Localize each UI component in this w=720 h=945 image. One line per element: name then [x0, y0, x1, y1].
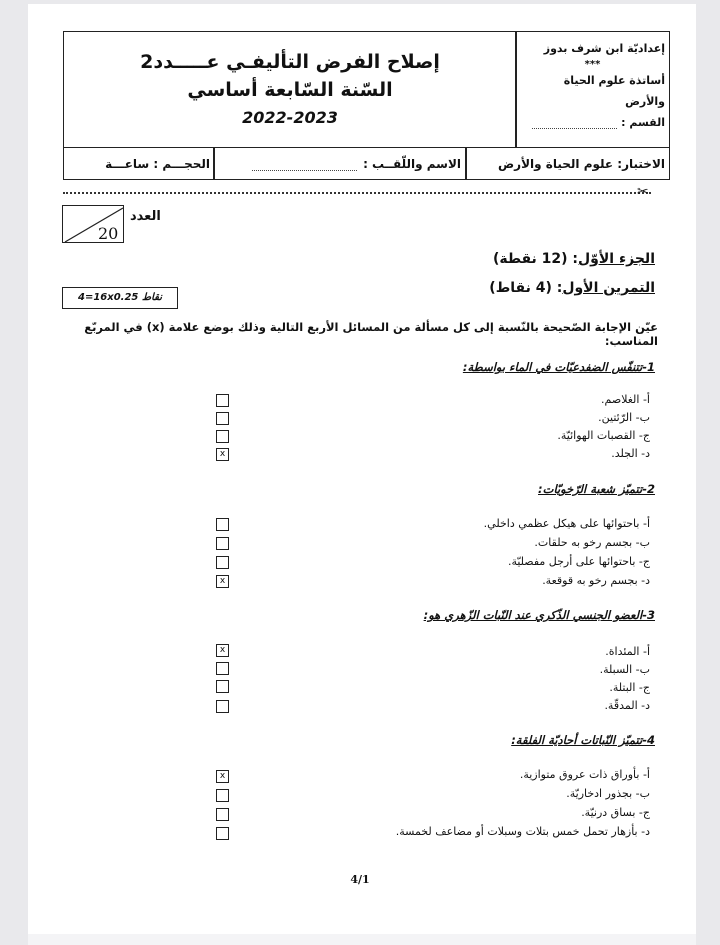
name-blank — [252, 158, 357, 171]
instruction: عيّن الإجابة الصّحيحة بالنّسبة إلى كل مسألة من المسائل الأربع التالية وذلك بوضع علامة (x) في المربّع المناسب: — [84, 320, 658, 348]
question-title: 1-تتنفّس الضفدعيّات في الماء بواسطة: — [462, 360, 655, 374]
option: أ- باحتوائها على هيكل عظمي داخلي. — [483, 517, 650, 530]
part-title — [420, 251, 655, 267]
class-blank — [532, 118, 617, 129]
option: ب- بجذور ادخاريّة. — [566, 787, 650, 800]
title-line1: إصلاح الفرض التأليفـي عـــــدد2 — [140, 51, 440, 73]
option: ج- القصبات الهوائيّة. — [557, 429, 650, 442]
option: ب- الرّئتين. — [598, 411, 650, 424]
option: ج- البتلة. — [609, 681, 650, 694]
option: ج- باحتوائها على أرجل مفصليّة. — [507, 555, 650, 568]
class-field — [520, 112, 665, 133]
question-title: 4-تتميّز النّباتات أحاديّة الفلقة: — [511, 733, 655, 747]
sheet-edge — [28, 934, 696, 945]
score-label: العدد — [130, 209, 161, 224]
answer-checkbox[interactable]: x — [216, 644, 229, 657]
option: ب- السبلة. — [599, 663, 650, 676]
option: ب- بجسم رخو به حلقات. — [534, 536, 650, 549]
exam-title — [70, 48, 510, 132]
name-field — [218, 150, 461, 178]
duration: الحجـــم : ساعـــة — [105, 157, 210, 171]
option: أ- المئداة. — [605, 645, 650, 658]
points-box: 4=16x0.25 نقاط — [62, 287, 178, 309]
score-value: 20 — [98, 224, 119, 243]
school-year: 2022-2023 — [242, 108, 338, 127]
name-label: الاسم واللّقــب : — [363, 157, 461, 171]
part-name: الجزء الأوّل — [578, 251, 655, 267]
title-line2: السّنة السّابعة أساسي — [187, 79, 393, 101]
subject: الاختبار: علوم الحياة والأرض — [498, 157, 665, 171]
option: د- بجسم رخو به قوقعة. — [542, 574, 650, 587]
option: د- بأزهار تحمل خمس بتلات وسبلات أو مضاعف لخمسة. — [395, 825, 650, 838]
answer-checkbox[interactable] — [216, 556, 229, 569]
option: ج- بساق درنيّة. — [581, 806, 650, 819]
cut-line — [63, 192, 651, 194]
answer-checkbox[interactable] — [216, 430, 229, 443]
option: أ- بأوراق ذات عروق متوازية. — [519, 768, 650, 781]
answer-checkbox[interactable] — [216, 827, 229, 840]
scissors-icon: ✂ — [637, 184, 649, 200]
answer-checkbox[interactable] — [216, 808, 229, 821]
answer-checkbox[interactable]: x — [216, 575, 229, 588]
answer-checkbox[interactable] — [216, 789, 229, 802]
option: أ- الغلاصم. — [601, 393, 650, 406]
answer-checkbox[interactable] — [216, 537, 229, 550]
answer-checkbox[interactable] — [216, 680, 229, 693]
answer-checkbox[interactable]: x — [216, 770, 229, 783]
answer-checkbox[interactable] — [216, 518, 229, 531]
answer-checkbox[interactable] — [216, 394, 229, 407]
class-label: القسم : — [621, 116, 665, 129]
info-divider — [213, 148, 215, 180]
part-points: : (12 نقطة) — [492, 251, 579, 267]
answer-checkbox[interactable]: x — [216, 448, 229, 461]
exercise-name: التمرين الأول — [562, 280, 655, 296]
exercise-title — [420, 280, 655, 296]
question-title: 3-العضو الجنسي الذّكري عند النّبات الزّهري هو: — [423, 608, 655, 622]
header-divider — [515, 31, 517, 148]
exercise-points: : (4 نقاط) — [489, 280, 563, 296]
option: د- المدقّة. — [604, 699, 650, 712]
page-number: 4/1 — [350, 873, 370, 886]
question-title: 2-تتميّز شعبة الرّخويّات: — [538, 482, 655, 496]
info-divider — [465, 148, 467, 180]
stars: *** — [584, 59, 601, 70]
teachers: أساتذة علوم الحياة والأرض — [563, 74, 665, 108]
school-block — [520, 38, 665, 133]
answer-checkbox[interactable] — [216, 662, 229, 675]
answer-checkbox[interactable] — [216, 412, 229, 425]
school-name: إعداديّة ابن شرف بدوز — [543, 42, 665, 55]
answer-checkbox[interactable] — [216, 700, 229, 713]
option: د- الجلد. — [611, 447, 650, 460]
